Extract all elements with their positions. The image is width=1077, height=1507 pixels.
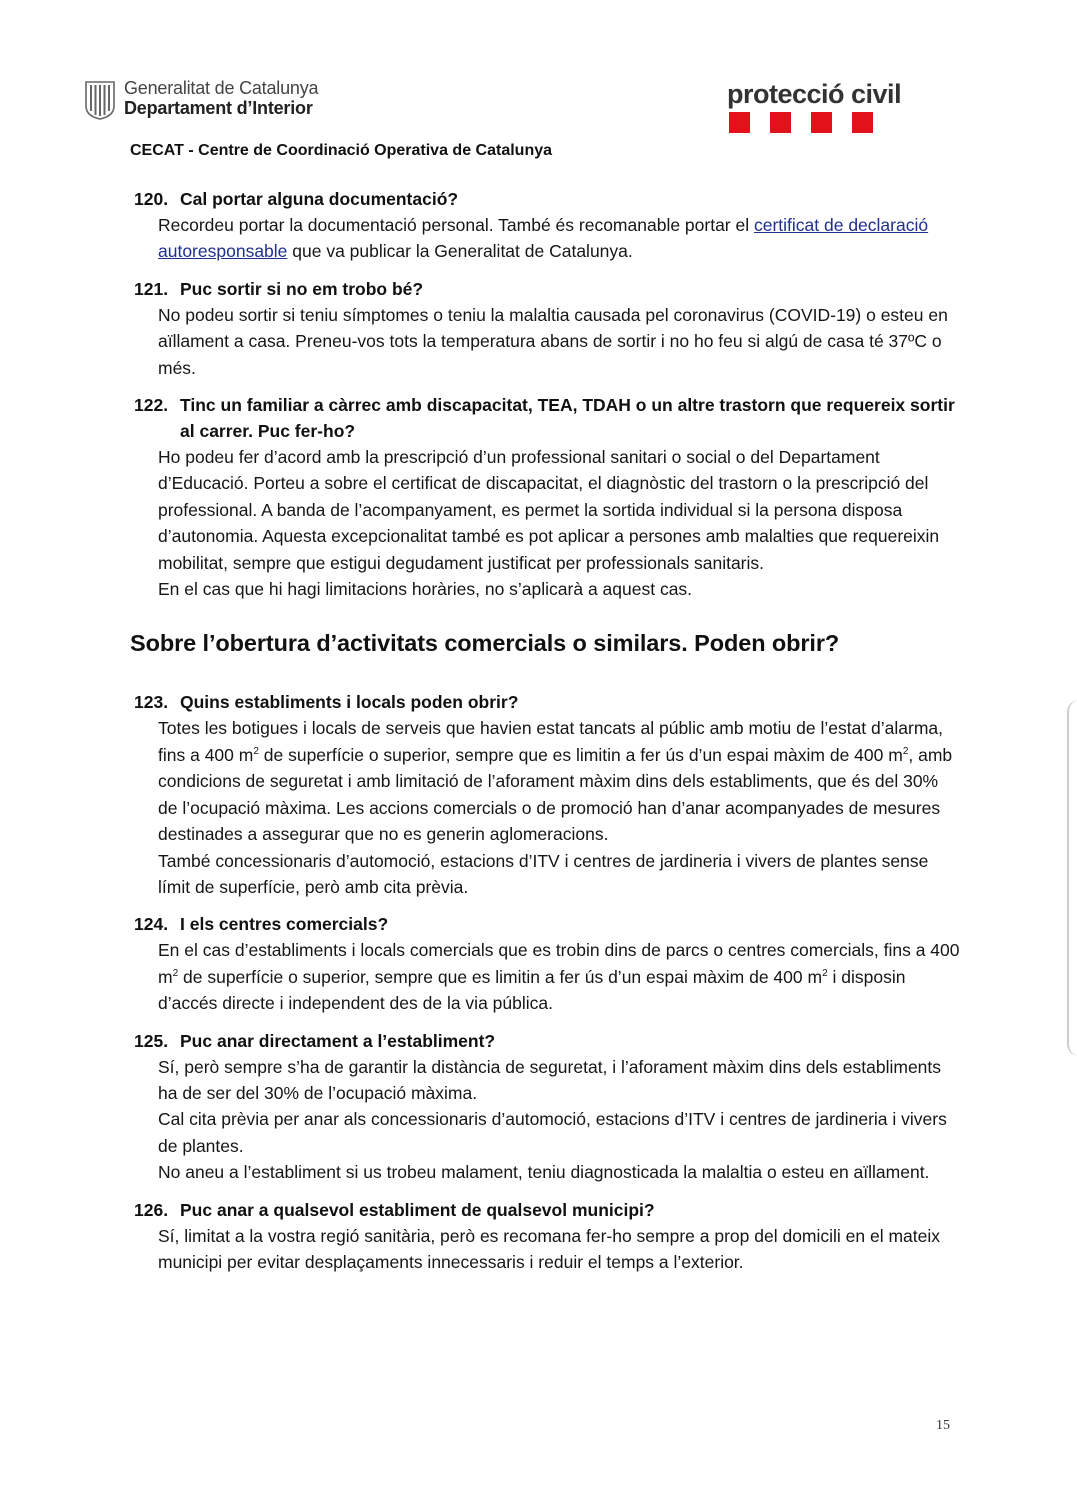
red-square: [811, 112, 832, 133]
faq-question: [132, 1197, 962, 1223]
answer-paragraph: No aneu a l’establiment si us trobeu malament, teniu diagnosticada la malaltia o esteu en aïllament.: [158, 1162, 930, 1183]
question-text: Puc anar directament a l’establiment?: [180, 1030, 496, 1051]
faq-question: [132, 186, 962, 212]
faq-question: [132, 276, 962, 302]
org-line-2: Departament d’Interior: [124, 98, 313, 118]
section-title: Sobre l’obertura d’activitats comercials o similars. Poden obrir?: [130, 630, 840, 657]
answer-paragraph: No podeu sortir si teniu símptomes o teniu la malaltia causada pel coronavirus (COVID-19) o esteu en aïllament a casa. Preneu-vos tots la temperatura abans de sortir i no ho feu si algú de casa té 37ºC o més.: [158, 304, 948, 378]
answer-text: que va publicar la Generalitat de Catalunya.: [287, 241, 633, 262]
faq-answer: [132, 1054, 962, 1186]
question-number: 122.: [134, 395, 169, 416]
answer-paragraph: Sí, limitat a la vostra regió sanitària, però es recomana fer-ho sempre a prop del domicili en el mateix municipi per evitar desplaçaments innecessaris i reduir el temps a l’exterior.: [158, 1225, 941, 1272]
org-line-1: Generalitat de Catalunya: [124, 78, 319, 98]
answer-text: Recordeu portar la documentació personal. També és recomanable portar el: [158, 215, 754, 235]
answer-paragraph: En el cas d’establiments i locals comercials que es trobin dins de parcs o centres comercials, fins a 400 $m^2$ de superfície o superior, sempre que es limitin a fer ús d’un espai màxim de 400 $m^2$ i disposin d’accés directe i independent des de la via pública.: [158, 940, 960, 1014]
faq-item-124: [132, 911, 962, 1016]
question-number: 123.: [134, 692, 169, 713]
question-number: 125.: [134, 1030, 169, 1051]
proteccio-civil-logo: [727, 80, 927, 133]
generalitat-emblem-icon: [84, 80, 116, 120]
faq-item-125: [132, 1028, 962, 1186]
generalitat-logo: [84, 78, 318, 120]
faq-content: [132, 186, 962, 1286]
answer-paragraph: En el cas que hi hagi limitacions horàries, no s’aplicarà a aquest cas.: [158, 579, 693, 600]
faq-answer: [132, 1223, 962, 1276]
certificate-link[interactable]: certificat de declaració autoresponsable: [158, 215, 929, 262]
question-text: Puc anar a qualsevol establiment de qualsevol municipi?: [180, 1199, 655, 1220]
faq-question: [132, 689, 962, 715]
faq-item-126: [132, 1197, 962, 1276]
faq-answer: [132, 715, 962, 900]
page-number: 15: [936, 1418, 950, 1433]
document-subtitle: CECAT - Centre de Coordinació Operativa de Catalunya: [130, 142, 553, 159]
faq-item-121: [132, 276, 962, 381]
faq-answer: [132, 212, 962, 265]
faq-answer: [132, 937, 962, 1016]
proteccio-civil-title: protecció civil: [727, 79, 902, 109]
answer-paragraph: Cal cita prèvia per anar als concessionaris d’automoció, estacions d’ITV i centres de jardineria i vivers de plantes.: [158, 1109, 947, 1156]
question-text: Cal portar alguna documentació?: [180, 189, 459, 209]
page-header: [84, 78, 937, 138]
question-text: Quins establiments i locals poden obrir?: [180, 692, 519, 713]
logo-red-squares: [729, 112, 927, 133]
faq-question: [132, 911, 962, 937]
red-square: [770, 112, 791, 133]
scroll-handle[interactable]: [1067, 700, 1077, 1056]
question-number: 121.: [134, 278, 169, 299]
faq-item-120: [132, 186, 962, 265]
question-text: Puc sortir si no em trobo bé?: [180, 278, 424, 299]
faq-answer: [132, 444, 962, 602]
red-square: [729, 112, 750, 133]
faq-question: [132, 1028, 962, 1054]
faq-item-123: [132, 689, 962, 900]
answer-paragraph: També concessionaris d’automoció, estacions d’ITV i centres de jardineria i vivers de plantes sense límit de superfície, però amb cita prèvia.: [158, 850, 929, 897]
faq-item-122: [132, 392, 962, 602]
answer-paragraph: Totes les botigues i locals de serveis que havien estat tancats al públic amb motiu de l’estat d’alarma, fins a 400 $m^2$ de superfície o superior, sempre que es limitin a fer ús d’un espai màxim de 400 $m^2$, amb condicions de seguretat i amb limitació de l’aforament màxim dins dels establiments, que és del 30% de l’ocupació màxima. Les accions comercials o de promoció han d’anar acompanyades de mesures destinades a assegurar que no es generin aglomeracions.: [158, 718, 953, 845]
question-text: Tinc un familiar a càrrec amb discapacitat, TEA, TDAH o un altre trastorn que requereix sortir al carrer. Puc fer-ho?: [180, 395, 955, 442]
red-square: [852, 112, 873, 133]
question-text: I els centres comercials?: [180, 914, 389, 935]
answer-paragraph: Ho podeu fer d’acord amb la prescripció d’un professional sanitari o social o del Departament d’Educació. Porteu a sobre el certificat de discapacitat, el diagnòstic del trastorn o la prescripció del professional. A banda de l’acompanyament, es permet la sortida individual si la persona disposa d’autonomia. Aquesta excepcionalitat també es pot aplicar a persones amb malalties que requereixin mobilitat, sempre que estigui degudament justificat per professionals sanitaris.: [158, 447, 940, 573]
question-number: 120.: [134, 189, 169, 209]
faq-answer: [132, 302, 962, 381]
question-number: 126.: [134, 1199, 169, 1220]
faq-question: [132, 392, 962, 444]
question-number: 124.: [134, 914, 169, 935]
answer-paragraph: Sí, però sempre s’ha de garantir la distància de seguretat, i l’aforament màxim dins dels establiments ha de ser del 30% de l’ocupació màxima.: [158, 1056, 942, 1103]
